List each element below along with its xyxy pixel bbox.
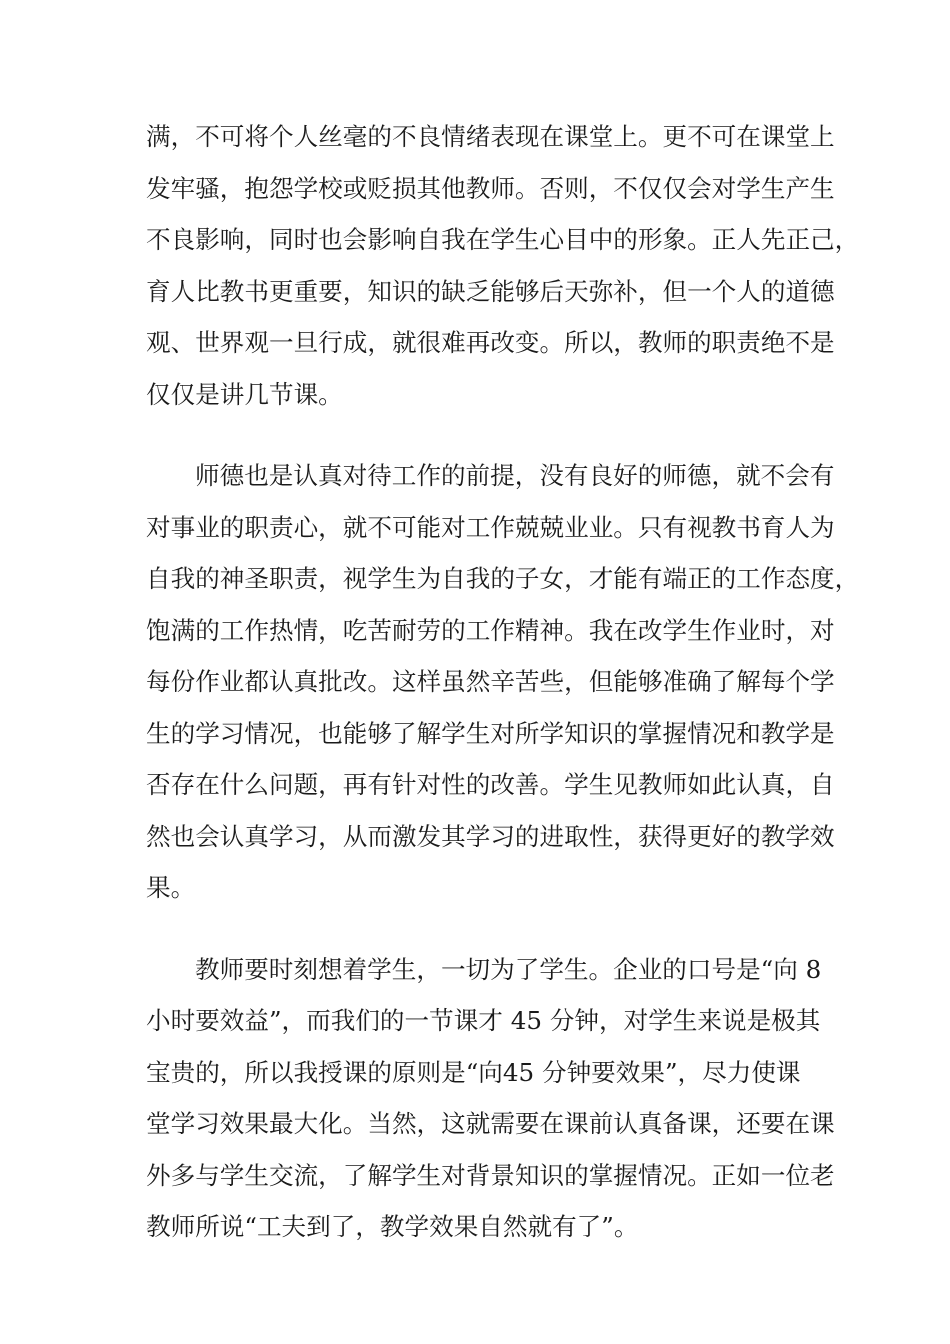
- text-line: 饱满的工作热情，吃苦耐劳的工作精神。我在改学生作业时，对: [146, 615, 835, 645]
- text-line: 生的学习情况，也能够了解学生对所学知识的掌握情况和教学是: [146, 718, 835, 748]
- text-line: 教师要时刻想着学生，一切为了学生。企业的口号是“向 8: [195, 954, 822, 984]
- text-line: 育人比教书更重要，知识的缺乏能够后天弥补，但一个人的道德: [146, 276, 835, 306]
- paragraph-3: [146, 944, 835, 1253]
- paragraph-2: [146, 450, 860, 914]
- text-line: 对事业的职责心，就不可能对工作兢兢业业。只有视教书育人为: [146, 512, 835, 542]
- text-line: 观、世界观一旦行成，就很难再改变。所以，教师的职责绝不是: [146, 328, 835, 357]
- text-line: 果。: [146, 873, 196, 902]
- document-body: [146, 111, 860, 1253]
- text-line: 外多与学生交流，了解学生对背景知识的掌握情况。正如一位老: [146, 1160, 835, 1190]
- text-line: 自我的神圣职责，视学生为自我的子女，才能有端正的工作态度，: [146, 564, 860, 593]
- text-line: 每份作业都认真批改。这样虽然辛苦些，但能够准确了解每个学: [146, 667, 835, 696]
- text-line: 发牢骚，抱怨学校或贬损其他教师。否则，不仅仅会对学生产生: [146, 173, 835, 203]
- text-line: 然也会认真学习，从而激发其学习的进取性，获得更好的教学效: [146, 821, 835, 851]
- paragraph-1: [146, 111, 860, 420]
- text-line: 不良影响，同时也会影响自我在学生心目中的形象。正人先正己，: [146, 225, 860, 254]
- text-line: 满，不可将个人丝毫的不良情绪表现在课堂上。更不可在课堂上: [146, 122, 835, 151]
- text-line: 否存在什么问题，再有针对性的改善。学生见教师如此认真，自: [146, 770, 835, 799]
- text-line: 小时要效益”，而我们的一节课才 45 分钟，对学生来说是极其: [146, 1006, 821, 1035]
- paragraph-spacing: [146, 914, 810, 944]
- text-line: 师德也是认真对待工作的前提，没有良好的师德，就不会有: [195, 461, 835, 490]
- text-line: 宝贵的，所以我授课的原则是“向45 分钟要效果”，尽力使课: [146, 1057, 801, 1087]
- text-line: 仅仅是讲几节课。: [146, 379, 343, 409]
- text-line: 堂学习效果最大化。当然，这就需要在课前认真备课，还要在课: [146, 1109, 835, 1138]
- text-line: 教师所说“工夫到了，教学效果自然就有了”。: [146, 1212, 639, 1241]
- paragraph-spacing: [146, 420, 810, 450]
